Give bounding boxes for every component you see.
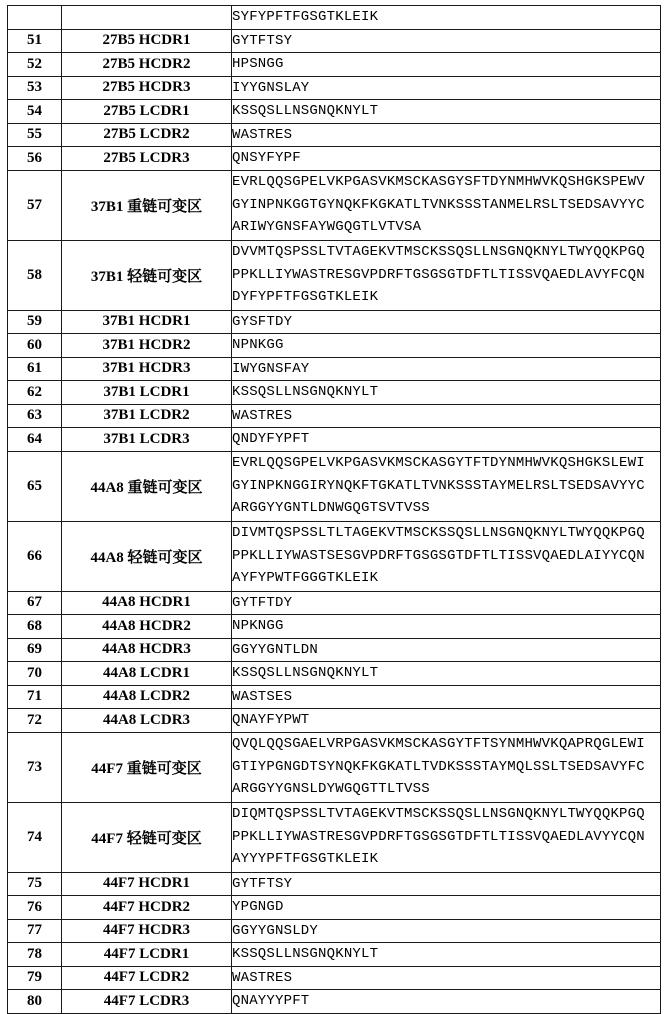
sequence-line: QNSYFYPF <box>232 150 301 166</box>
sequence-cell <box>232 919 661 943</box>
table-row <box>8 872 661 896</box>
sequence-name-cell: 27B5 LCDR3 <box>62 147 232 171</box>
sequence-cell <box>232 147 661 171</box>
table-row <box>8 170 661 240</box>
sequence-cell <box>232 685 661 709</box>
seq-id-cell <box>8 6 62 30</box>
sequence-line: QVQLQQSGAELVRPGASVKMSCKASGYTFTSYNMHWVKQAPRQGLEWI <box>232 736 645 753</box>
sequence-line: AYFYPWTFGGGTKLEIK <box>232 570 379 587</box>
sequence-name-cell: 37B1 HCDR2 <box>62 334 232 358</box>
sequence-line: ARGGYYGNSLDYWGQGTTLTVSS <box>232 781 430 798</box>
sequence-line: YPGNGD <box>232 899 284 915</box>
sequence-name-cell: 37B1 HCDR3 <box>62 357 232 381</box>
sequence-table-body <box>8 6 661 1014</box>
sequence-line: GTIYPGNGDTSYNQKFKGKATLTVDKSSSTAYMQLSSLTSEDSAVYFC <box>232 758 645 775</box>
seq-id-cell: 64 <box>8 428 62 452</box>
sequence-name-cell: 44A8 LCDR1 <box>62 662 232 686</box>
sequence-name-cell: 44A8 LCDR2 <box>62 685 232 709</box>
table-row <box>8 381 661 405</box>
sequence-cell <box>232 872 661 896</box>
table-row <box>8 919 661 943</box>
seq-id-cell: 77 <box>8 919 62 943</box>
table-row <box>8 123 661 147</box>
sequence-name-cell: 27B5 HCDR1 <box>62 29 232 53</box>
sequence-listing-table <box>7 5 661 1014</box>
table-row <box>8 521 661 591</box>
table-row <box>8 428 661 452</box>
sequence-cell <box>232 943 661 967</box>
sequence-line: ARGGYYGNTLDNWGQGTSVTVSS <box>232 500 430 517</box>
sequence-line: EVRLQQSGPELVKPGASVKMSCKASGYSFTDYNMHWVKQSHGKSPEWV <box>232 174 645 191</box>
sequence-line: KSSQSLLNSGNQKNYLT <box>232 946 379 962</box>
sequence-cell <box>232 990 661 1014</box>
sequence-line: QNAYFYPWT <box>232 712 310 728</box>
sequence-line: ARIWYGNSFAYWGQGTLVTVSA <box>232 219 422 236</box>
table-row <box>8 802 661 872</box>
seq-id-cell: 51 <box>8 29 62 53</box>
sequence-cell <box>232 428 661 452</box>
sequence-cell <box>232 802 661 872</box>
seq-id-cell: 74 <box>8 802 62 872</box>
seq-id-cell: 54 <box>8 100 62 124</box>
sequence-line: DYFYPFTFGSGTKLEIK <box>232 289 379 306</box>
sequence-name-cell <box>62 6 232 30</box>
sequence-line: PPKLLIYWASTRESGVPDRFTGSGSGTDFTLTISSVQAEDLAVYFCQN <box>232 266 645 283</box>
sequence-cell <box>232 76 661 100</box>
sequence-line: DIVMTQSPSSLTLTAGEKVTMSCKSSQSLLNSGNQKNYLTWYQQKPGQ <box>232 525 645 542</box>
sequence-name-cell: 44A8 HCDR2 <box>62 615 232 639</box>
sequence-name-cell: 37B1 LCDR2 <box>62 404 232 428</box>
seq-id-cell: 55 <box>8 123 62 147</box>
sequence-line: NPKNGG <box>232 618 284 634</box>
seq-id-cell: 60 <box>8 334 62 358</box>
sequence-cell <box>232 310 661 334</box>
sequence-name-cell: 37B1 LCDR3 <box>62 428 232 452</box>
sequence-line: KSSQSLLNSGNQKNYLT <box>232 384 379 400</box>
seq-id-cell: 78 <box>8 943 62 967</box>
sequence-line: QNAYYYPFT <box>232 993 310 1009</box>
seq-id-cell: 61 <box>8 357 62 381</box>
seq-id-cell: 72 <box>8 709 62 733</box>
sequence-line: DIQMTQSPSSLTVTAGEKVTMSCKSSQSLLNSGNQKNYLTWYQQKPGQ <box>232 806 645 823</box>
sequence-cell <box>232 170 661 240</box>
sequence-name-cell: 44F7 HCDR2 <box>62 896 232 920</box>
sequence-line: KSSQSLLNSGNQKNYLT <box>232 665 379 681</box>
sequence-line: KSSQSLLNSGNQKNYLT <box>232 103 379 119</box>
sequence-name-cell: 27B5 HCDR3 <box>62 76 232 100</box>
table-row <box>8 334 661 358</box>
sequence-name-cell: 44A8 HCDR3 <box>62 638 232 662</box>
sequence-name-cell: 37B1 重链可变区 <box>62 170 232 240</box>
sequence-line: WASTRES <box>232 969 293 986</box>
seq-id-cell: 69 <box>8 638 62 662</box>
sequence-line: WASTSES <box>232 688 293 705</box>
sequence-cell <box>232 357 661 381</box>
sequence-line: AYYYPFTFGSGTKLEIK <box>232 851 379 868</box>
sequence-line: GGYYGNSLDY <box>232 922 319 939</box>
sequence-name-cell: 27B5 LCDR2 <box>62 123 232 147</box>
sequence-line: GGYYGNTLDN <box>232 641 319 658</box>
sequence-cell <box>232 966 661 990</box>
table-row <box>8 709 661 733</box>
sequence-name-cell: 44F7 HCDR3 <box>62 919 232 943</box>
sequence-line: GYTFTSY <box>232 875 293 892</box>
seq-id-cell: 56 <box>8 147 62 171</box>
sequence-name-cell: 37B1 HCDR1 <box>62 310 232 334</box>
table-row <box>8 615 661 639</box>
sequence-cell <box>232 638 661 662</box>
table-row <box>8 685 661 709</box>
sequence-name-cell: 44A8 HCDR1 <box>62 591 232 615</box>
table-row <box>8 240 661 310</box>
sequence-name-cell: 44A8 轻链可变区 <box>62 521 232 591</box>
sequence-cell <box>232 521 661 591</box>
table-row <box>8 451 661 521</box>
seq-id-cell: 57 <box>8 170 62 240</box>
sequence-cell <box>232 29 661 53</box>
sequence-cell <box>232 404 661 428</box>
table-row <box>8 29 661 53</box>
sequence-line: GYTFTDY <box>232 594 293 611</box>
sequence-cell <box>232 53 661 77</box>
sequence-line: WASTRES <box>232 407 293 424</box>
seq-id-cell: 67 <box>8 591 62 615</box>
sequence-line: DVVMTQSPSSLTVTAGEKVTMSCKSSQSLLNSGNQKNYLTWYQQKPGQ <box>232 244 645 261</box>
sequence-line: QNDYFYPFT <box>232 431 310 447</box>
sequence-line: GYSFTDY <box>232 313 293 330</box>
table-row <box>8 76 661 100</box>
seq-id-cell: 66 <box>8 521 62 591</box>
seq-id-cell: 59 <box>8 310 62 334</box>
sequence-name-cell: 37B1 轻链可变区 <box>62 240 232 310</box>
table-row <box>8 147 661 171</box>
sequence-name-cell: 27B5 LCDR1 <box>62 100 232 124</box>
sequence-cell <box>232 6 661 30</box>
sequence-cell <box>232 100 661 124</box>
sequence-line: HPSNGG <box>232 56 284 72</box>
sequence-line: PPKLLIYWASTSESGVPDRFTGSGSGTDFTLTISSVQAEDLAIYYCQN <box>232 547 645 564</box>
sequence-cell <box>232 381 661 405</box>
sequence-cell <box>232 709 661 733</box>
seq-id-cell: 58 <box>8 240 62 310</box>
seq-id-cell: 53 <box>8 76 62 100</box>
table-row <box>8 732 661 802</box>
sequence-name-cell: 44F7 轻链可变区 <box>62 802 232 872</box>
seq-id-cell: 73 <box>8 732 62 802</box>
seq-id-cell: 80 <box>8 990 62 1014</box>
seq-id-cell: 76 <box>8 896 62 920</box>
sequence-line: IWYGNSFAY <box>232 360 310 377</box>
sequence-line: SYFYPFTFGSGTKLEIK <box>232 9 379 25</box>
sequence-name-cell: 37B1 LCDR1 <box>62 381 232 405</box>
table-row <box>8 638 661 662</box>
table-row <box>8 943 661 967</box>
sequence-name-cell: 44F7 LCDR3 <box>62 990 232 1014</box>
table-row <box>8 404 661 428</box>
sequence-cell <box>232 334 661 358</box>
seq-id-cell: 79 <box>8 966 62 990</box>
seq-id-cell: 68 <box>8 615 62 639</box>
table-row <box>8 896 661 920</box>
sequence-line: NPNKGG <box>232 337 284 353</box>
table-row <box>8 6 661 30</box>
sequence-cell <box>232 662 661 686</box>
seq-id-cell: 52 <box>8 53 62 77</box>
sequence-name-cell: 27B5 HCDR2 <box>62 53 232 77</box>
table-row <box>8 310 661 334</box>
sequence-cell <box>232 615 661 639</box>
sequence-cell <box>232 123 661 147</box>
sequence-cell <box>232 451 661 521</box>
seq-id-cell: 70 <box>8 662 62 686</box>
table-row <box>8 990 661 1014</box>
table-row <box>8 591 661 615</box>
table-row <box>8 662 661 686</box>
sequence-name-cell: 44A8 LCDR3 <box>62 709 232 733</box>
table-row <box>8 53 661 77</box>
sequence-name-cell: 44F7 HCDR1 <box>62 872 232 896</box>
sequence-name-cell: 44F7 重链可变区 <box>62 732 232 802</box>
seq-id-cell: 71 <box>8 685 62 709</box>
sequence-line: IYYGNSLAY <box>232 79 310 96</box>
sequence-name-cell: 44A8 重链可变区 <box>62 451 232 521</box>
table-row <box>8 966 661 990</box>
sequence-line: EVRLQQSGPELVKPGASVKMSCKASGYTFTDYNMHWVKQSHGKSLEWI <box>232 455 645 472</box>
seq-id-cell: 62 <box>8 381 62 405</box>
sequence-name-cell: 44F7 LCDR2 <box>62 966 232 990</box>
sequence-name-cell: 44F7 LCDR1 <box>62 943 232 967</box>
seq-id-cell: 75 <box>8 872 62 896</box>
sequence-line: WASTRES <box>232 126 293 143</box>
sequence-cell <box>232 896 661 920</box>
sequence-line: GYINPNKGGTGYNQKFKGKATLTVNKSSSTANMELRSLTSEDSAVYYC <box>232 196 645 213</box>
table-row <box>8 100 661 124</box>
sequence-line: PPKLLIYWASTRESGVPDRFTGSGSGTDFTLTISSVQAEDLAVYYCQN <box>232 828 645 845</box>
seq-id-cell: 65 <box>8 451 62 521</box>
table-row <box>8 357 661 381</box>
sequence-cell <box>232 732 661 802</box>
sequence-cell <box>232 591 661 615</box>
seq-id-cell: 63 <box>8 404 62 428</box>
sequence-line: GYTFTSY <box>232 32 293 49</box>
sequence-line: GYINPKNGGIRYNQKFTGKATLTVNKSSSTAYMELRSLTSEDSAVYYC <box>232 477 645 494</box>
sequence-cell <box>232 240 661 310</box>
